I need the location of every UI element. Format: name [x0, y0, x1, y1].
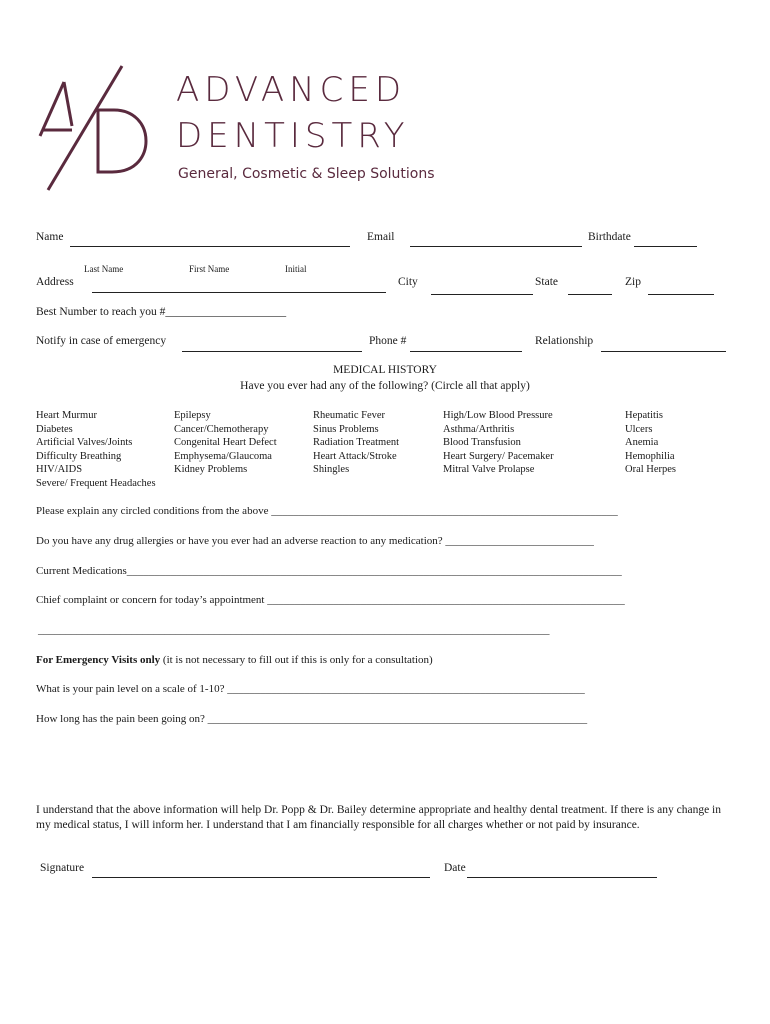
emergency-contact-field[interactable] — [182, 351, 362, 352]
zip-field[interactable] — [648, 294, 714, 295]
condition-item[interactable]: Heart Surgery/ Pacemaker — [443, 450, 554, 462]
condition-item[interactable]: Diabetes — [36, 423, 73, 435]
current-medications-field[interactable]: Current Medications__________________________________________________________________________________________ — [36, 565, 622, 577]
medical-history-subheading: Have you ever had any of the following? (Circle all that apply) — [240, 380, 530, 392]
conditions-column-2 — [174, 409, 277, 477]
condition-item[interactable]: Congenital Heart Defect — [174, 437, 277, 448]
explain-conditions-field[interactable]: Please explain any circled conditions from the above _______________________________________________________________ — [36, 505, 618, 517]
state-field[interactable] — [568, 294, 612, 295]
condition-item[interactable]: Blood Transfusion — [443, 437, 521, 448]
pain-duration-field[interactable]: How long has the pain been going on? _____________________________________________________________________ — [36, 713, 588, 725]
phone-field[interactable] — [410, 351, 522, 352]
condition-item[interactable]: Sinus Problems — [313, 423, 379, 435]
birthdate-field[interactable] — [634, 246, 697, 247]
state-label: State — [535, 276, 558, 288]
birthdate-label: Birthdate — [588, 231, 631, 243]
condition-item[interactable]: Cancer/Chemotherapy — [174, 423, 269, 435]
initial-caption: Initial — [285, 264, 307, 274]
conditions-column-1 — [36, 409, 156, 490]
best-number-field[interactable]: Best Number to reach you #_____________________ — [36, 306, 287, 318]
relationship-label: Relationship — [535, 335, 594, 347]
signature-label: Signature — [40, 862, 85, 874]
relationship-field[interactable] — [601, 351, 726, 352]
chief-complaint-extra-line[interactable]: _____________________________________________________________________________________________ — [38, 624, 550, 636]
conditions-column-3 — [313, 409, 399, 477]
city-label: City — [398, 276, 418, 288]
email-label: Email — [367, 231, 395, 243]
email-field[interactable] — [410, 246, 582, 247]
condition-item[interactable]: Hepatitis — [625, 410, 663, 421]
phone-label: Phone # — [369, 335, 407, 347]
condition-item[interactable]: Hemophilia — [625, 450, 675, 462]
condition-item[interactable]: Heart Murmur — [36, 410, 97, 421]
condition-item[interactable]: Heart Attack/Stroke — [313, 450, 397, 462]
condition-item[interactable]: Rheumatic Fever — [313, 410, 386, 421]
logo-line-dentistry: DENTISTRY — [176, 116, 410, 156]
date-label: Date — [444, 862, 466, 874]
conditions-column-4 — [443, 409, 554, 477]
condition-item[interactable]: Radiation Treatment — [313, 437, 400, 448]
city-field[interactable] — [431, 294, 533, 295]
zip-label: Zip — [625, 276, 641, 288]
logo-line-advanced: ADVANCED — [176, 70, 407, 110]
emergency-visits-bold: For Emergency Visits only — [36, 654, 161, 666]
condition-item[interactable]: Kidney Problems — [174, 464, 248, 475]
condition-item[interactable]: Epilepsy — [174, 410, 211, 421]
condition-item[interactable]: Artificial Valves/Joints — [36, 437, 133, 448]
condition-item[interactable]: HIV/AIDS — [36, 464, 83, 475]
signature-field[interactable] — [92, 877, 430, 878]
condition-item[interactable]: Anemia — [625, 437, 659, 448]
condition-item[interactable]: Asthma/Arthritis — [443, 423, 515, 435]
logo-tagline: General, Cosmetic & Sleep Solutions — [178, 166, 435, 182]
condition-item[interactable]: High/Low Blood Pressure — [443, 410, 553, 421]
conditions-column-5 — [625, 409, 676, 477]
pain-level-field[interactable]: What is your pain level on a scale of 1-10? _________________________________________________________________ — [36, 683, 585, 695]
condition-item[interactable]: Shingles — [313, 464, 350, 475]
consent-statement: I understand that the above information will help Dr. Popp & Dr. Bailey determine appropriate and healthy dental treatment. If there is any change in my medical status, I will inform her. I understand that I am financially responsible for all charges whether or not paid by insurance. — [36, 804, 721, 831]
chief-complaint-field[interactable]: Chief complaint or concern for today’s appointment _________________________________________________________________ — [36, 594, 625, 606]
emergency-contact-label: Notify in case of emergency — [36, 335, 167, 347]
condition-item[interactable]: Severe/ Frequent Headaches — [36, 477, 156, 489]
condition-item[interactable]: Emphysema/Glaucoma — [174, 450, 272, 462]
name-field[interactable] — [70, 246, 350, 247]
condition-item[interactable]: Ulcers — [625, 423, 653, 435]
emergency-visits-note: (it is not necessary to fill out if this is only for a consultation) — [160, 654, 433, 666]
date-field[interactable] — [467, 877, 657, 878]
condition-item[interactable]: Mitral Valve Prolapse — [443, 464, 535, 475]
address-label: Address — [36, 276, 74, 288]
name-label: Name — [36, 231, 64, 243]
medical-history-heading: MEDICAL HISTORY — [333, 364, 437, 376]
ad-monogram-logo — [34, 64, 152, 194]
first-name-caption: First Name — [189, 264, 230, 274]
address-field[interactable] — [92, 292, 386, 293]
last-name-caption: Last Name — [84, 264, 124, 274]
drug-allergies-field[interactable]: Do you have any drug allergies or have you ever had an adverse reaction to any medication? ___________________________ — [36, 535, 594, 547]
condition-item[interactable]: Oral Herpes — [625, 464, 677, 475]
emergency-visits-heading — [36, 654, 433, 666]
condition-item[interactable]: Difficulty Breathing — [36, 450, 122, 462]
